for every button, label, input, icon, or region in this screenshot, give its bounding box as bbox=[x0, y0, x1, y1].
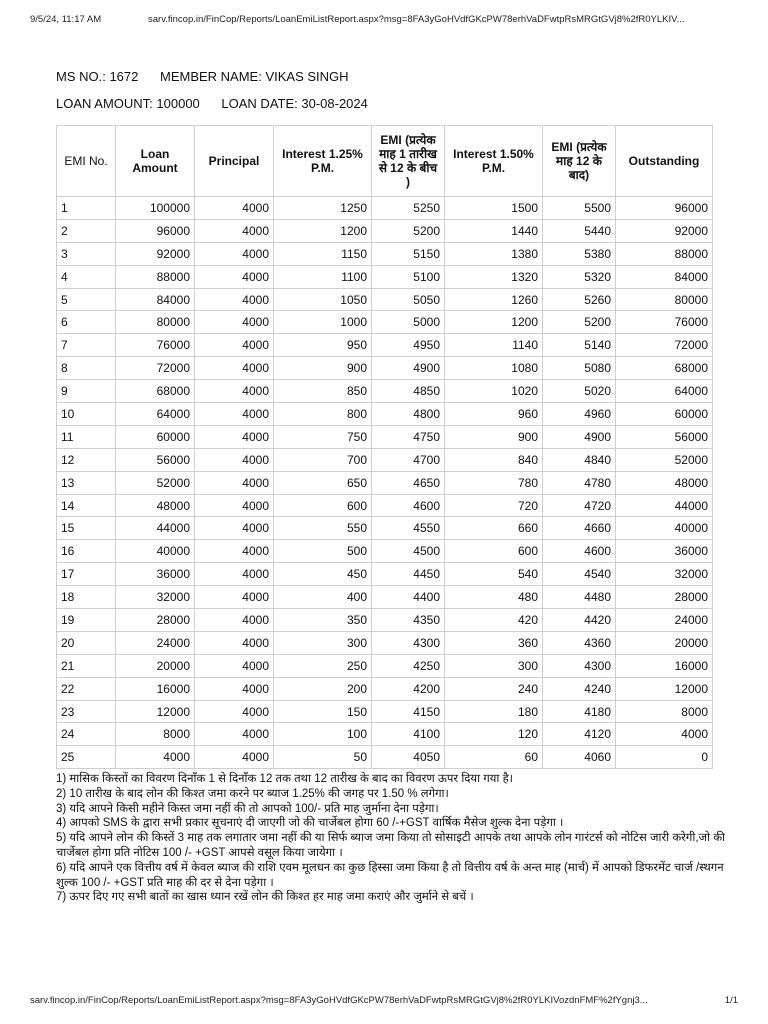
table-cell: 100 bbox=[274, 723, 372, 746]
member-info bbox=[56, 70, 368, 124]
table-row bbox=[57, 242, 713, 265]
table-cell: 9 bbox=[57, 380, 116, 403]
table-cell: 650 bbox=[274, 471, 372, 494]
table-cell: 4720 bbox=[543, 494, 616, 517]
terms-notes bbox=[56, 772, 736, 905]
loan-amount: LOAN AMOUNT: 100000 bbox=[56, 96, 200, 111]
table-cell: 4900 bbox=[372, 357, 445, 380]
table-row bbox=[57, 494, 713, 517]
table-cell: 4550 bbox=[372, 517, 445, 540]
table-cell: 1200 bbox=[445, 311, 543, 334]
table-cell: 4800 bbox=[372, 403, 445, 426]
table-cell: 1050 bbox=[274, 288, 372, 311]
table-cell: 20000 bbox=[616, 631, 713, 654]
table-cell: 72000 bbox=[616, 334, 713, 357]
table-cell: 750 bbox=[274, 425, 372, 448]
table-cell: 4000 bbox=[195, 517, 274, 540]
table-cell: 24 bbox=[57, 723, 116, 746]
table-cell: 4000 bbox=[195, 403, 274, 426]
table-cell: 68000 bbox=[616, 357, 713, 380]
table-cell: 48000 bbox=[116, 494, 195, 517]
table-cell: 8 bbox=[57, 357, 116, 380]
table-cell: 240 bbox=[445, 677, 543, 700]
table-cell: 76000 bbox=[616, 311, 713, 334]
emi-table bbox=[56, 125, 713, 769]
table-cell: 950 bbox=[274, 334, 372, 357]
table-cell: 5250 bbox=[372, 197, 445, 220]
ms-no: MS NO.: 1672 bbox=[56, 69, 139, 84]
table-cell: 1000 bbox=[274, 311, 372, 334]
table-cell: 4000 bbox=[195, 700, 274, 723]
table-cell: 64000 bbox=[616, 380, 713, 403]
table-row bbox=[57, 197, 713, 220]
table-cell: 5100 bbox=[372, 265, 445, 288]
column-header: Outstanding bbox=[616, 126, 713, 197]
table-cell: 64000 bbox=[116, 403, 195, 426]
table-cell: 600 bbox=[274, 494, 372, 517]
table-cell: 4780 bbox=[543, 471, 616, 494]
table-cell: 4000 bbox=[195, 334, 274, 357]
table-cell: 1200 bbox=[274, 219, 372, 242]
table-cell: 50 bbox=[274, 746, 372, 769]
table-cell: 4000 bbox=[195, 197, 274, 220]
note-item: 2) 10 तारीख के बाद लोन की किश्त जमा करने पर ब्याज 1.25% की जगह पर 1.50 % लगेगा। bbox=[56, 787, 449, 800]
table-cell: 1080 bbox=[445, 357, 543, 380]
table-cell: 12000 bbox=[616, 677, 713, 700]
table-row bbox=[57, 586, 713, 609]
table-cell: 5050 bbox=[372, 288, 445, 311]
table-cell: 400 bbox=[274, 586, 372, 609]
table-cell: 900 bbox=[274, 357, 372, 380]
table-cell: 11 bbox=[57, 425, 116, 448]
table-cell: 600 bbox=[445, 540, 543, 563]
table-cell: 900 bbox=[445, 425, 543, 448]
table-cell: 68000 bbox=[116, 380, 195, 403]
table-cell: 4000 bbox=[195, 677, 274, 700]
footer-url: sarv.fincop.in/FinCop/Reports/LoanEmiListReport.aspx?msg=8FA3yGoHVdfGKcPW78erhVaDFwtpRsMRGtGVj8%2fR0YLKIVozdnFMF%2fYgnj3... bbox=[30, 995, 648, 1006]
table-cell: 52000 bbox=[116, 471, 195, 494]
table-cell: 480 bbox=[445, 586, 543, 609]
table-cell: 4360 bbox=[543, 631, 616, 654]
table-cell: 4950 bbox=[372, 334, 445, 357]
table-cell: 16 bbox=[57, 540, 116, 563]
table-cell: 4000 bbox=[195, 631, 274, 654]
table-cell: 4300 bbox=[543, 654, 616, 677]
table-cell: 5080 bbox=[543, 357, 616, 380]
table-cell: 14 bbox=[57, 494, 116, 517]
table-cell: 32000 bbox=[616, 563, 713, 586]
table-row bbox=[57, 723, 713, 746]
table-cell: 7 bbox=[57, 334, 116, 357]
table-row bbox=[57, 311, 713, 334]
table-cell: 12000 bbox=[116, 700, 195, 723]
table-cell: 28000 bbox=[116, 609, 195, 632]
table-cell: 19 bbox=[57, 609, 116, 632]
table-cell: 360 bbox=[445, 631, 543, 654]
table-cell: 5500 bbox=[543, 197, 616, 220]
table-cell: 4000 bbox=[195, 494, 274, 517]
print-datetime: 9/5/24, 11:17 AM bbox=[30, 14, 102, 25]
table-cell: 4 bbox=[57, 265, 116, 288]
table-cell: 120 bbox=[445, 723, 543, 746]
table-row bbox=[57, 746, 713, 769]
table-cell: 4900 bbox=[543, 425, 616, 448]
table-cell: 4840 bbox=[543, 448, 616, 471]
note-item: 7) ऊपर दिए गए सभी बातों का खास ध्यान रखें लोन की किश्त हर माह जमा कराएं और जुर्माने से बचें । bbox=[56, 891, 474, 904]
table-cell: 12 bbox=[57, 448, 116, 471]
table-cell: 660 bbox=[445, 517, 543, 540]
table-cell: 76000 bbox=[116, 334, 195, 357]
table-cell: 300 bbox=[445, 654, 543, 677]
table-cell: 16000 bbox=[616, 654, 713, 677]
table-cell: 84000 bbox=[616, 265, 713, 288]
table-cell: 18 bbox=[57, 586, 116, 609]
table-cell: 80000 bbox=[116, 311, 195, 334]
table-cell: 4960 bbox=[543, 403, 616, 426]
table-cell: 52000 bbox=[616, 448, 713, 471]
table-row bbox=[57, 357, 713, 380]
table-cell: 1020 bbox=[445, 380, 543, 403]
table-cell: 1 bbox=[57, 197, 116, 220]
table-cell: 3 bbox=[57, 242, 116, 265]
table-cell: 1320 bbox=[445, 265, 543, 288]
table-cell: 15 bbox=[57, 517, 116, 540]
table-cell: 4060 bbox=[543, 746, 616, 769]
table-cell: 200 bbox=[274, 677, 372, 700]
table-row bbox=[57, 631, 713, 654]
table-cell: 4000 bbox=[195, 746, 274, 769]
table-cell: 4400 bbox=[372, 586, 445, 609]
table-cell: 180 bbox=[445, 700, 543, 723]
table-cell: 44000 bbox=[116, 517, 195, 540]
table-row bbox=[57, 448, 713, 471]
table-cell: 4200 bbox=[372, 677, 445, 700]
table-cell: 840 bbox=[445, 448, 543, 471]
table-cell: 40000 bbox=[116, 540, 195, 563]
table-row bbox=[57, 425, 713, 448]
table-cell: 4000 bbox=[195, 471, 274, 494]
table-cell: 8000 bbox=[616, 700, 713, 723]
table-cell: 88000 bbox=[116, 265, 195, 288]
table-cell: 44000 bbox=[616, 494, 713, 517]
table-cell: 450 bbox=[274, 563, 372, 586]
loan-date: LOAN DATE: 30-08-2024 bbox=[221, 96, 368, 111]
table-cell: 100000 bbox=[116, 197, 195, 220]
table-cell: 20 bbox=[57, 631, 116, 654]
table-cell: 4250 bbox=[372, 654, 445, 677]
table-cell: 780 bbox=[445, 471, 543, 494]
table-cell: 16000 bbox=[116, 677, 195, 700]
table-cell: 4350 bbox=[372, 609, 445, 632]
table-cell: 1380 bbox=[445, 242, 543, 265]
table-row bbox=[57, 677, 713, 700]
table-cell: 4000 bbox=[195, 311, 274, 334]
table-cell: 4000 bbox=[195, 265, 274, 288]
table-cell: 92000 bbox=[616, 219, 713, 242]
table-cell: 4650 bbox=[372, 471, 445, 494]
table-cell: 4000 bbox=[116, 746, 195, 769]
table-cell: 700 bbox=[274, 448, 372, 471]
table-cell: 5200 bbox=[372, 219, 445, 242]
note-item: 3) यदि आपने किसी महीने किस्त जमा नहीं की तो आपको 100/- प्रति माह जुर्माना देना पड़ेगा। bbox=[56, 802, 439, 815]
table-cell: 96000 bbox=[616, 197, 713, 220]
table-cell: 22 bbox=[57, 677, 116, 700]
table-row bbox=[57, 265, 713, 288]
table-cell: 72000 bbox=[116, 357, 195, 380]
column-header: Loan Amount bbox=[116, 126, 195, 197]
table-row bbox=[57, 700, 713, 723]
table-cell: 4750 bbox=[372, 425, 445, 448]
table-cell: 24000 bbox=[616, 609, 713, 632]
table-cell: 60000 bbox=[616, 403, 713, 426]
table-row bbox=[57, 380, 713, 403]
table-cell: 4000 bbox=[195, 288, 274, 311]
table-cell: 4540 bbox=[543, 563, 616, 586]
table-cell: 1250 bbox=[274, 197, 372, 220]
note-item: 4) आपको SMS के द्वारा सभी प्रकार सूचनाएं दी जाएगी जो की चार्जेबल होगा 60 /-+GST वार्षिक मैसेज शुल्क देना पड़ेगा । bbox=[56, 817, 564, 830]
table-cell: 550 bbox=[274, 517, 372, 540]
table-cell: 5140 bbox=[543, 334, 616, 357]
table-cell: 5000 bbox=[372, 311, 445, 334]
page-number: 1/1 bbox=[724, 995, 738, 1006]
table-cell: 4120 bbox=[543, 723, 616, 746]
table-cell: 5260 bbox=[543, 288, 616, 311]
table-cell: 60000 bbox=[116, 425, 195, 448]
table-cell: 4000 bbox=[195, 654, 274, 677]
table-cell: 36000 bbox=[116, 563, 195, 586]
table-cell: 150 bbox=[274, 700, 372, 723]
table-cell: 96000 bbox=[116, 219, 195, 242]
table-row bbox=[57, 609, 713, 632]
table-cell: 1440 bbox=[445, 219, 543, 242]
table-cell: 4000 bbox=[195, 448, 274, 471]
column-header: Principal bbox=[195, 126, 274, 197]
table-cell: 4000 bbox=[195, 380, 274, 403]
column-header: EMI (प्रत्येक माह 1 तारीख से 12 के बीच ) bbox=[372, 126, 445, 197]
table-cell: 4000 bbox=[616, 723, 713, 746]
table-cell: 4450 bbox=[372, 563, 445, 586]
table-row bbox=[57, 403, 713, 426]
table-cell: 1260 bbox=[445, 288, 543, 311]
column-header: EMI (प्रत्येक माह 12 के बाद) bbox=[543, 126, 616, 197]
table-cell: 4600 bbox=[372, 494, 445, 517]
table-cell: 4000 bbox=[195, 357, 274, 380]
table-cell: 4000 bbox=[195, 586, 274, 609]
table-cell: 4180 bbox=[543, 700, 616, 723]
table-row bbox=[57, 517, 713, 540]
table-cell: 1140 bbox=[445, 334, 543, 357]
table-cell: 4000 bbox=[195, 723, 274, 746]
column-header: Interest 1.50% P.M. bbox=[445, 126, 543, 197]
table-body bbox=[57, 197, 713, 769]
table-cell: 2 bbox=[57, 219, 116, 242]
table-cell: 23 bbox=[57, 700, 116, 723]
table-cell: 4000 bbox=[195, 540, 274, 563]
member-name: MEMBER NAME: VIKAS SINGH bbox=[160, 69, 349, 84]
table-cell: 6 bbox=[57, 311, 116, 334]
table-cell: 84000 bbox=[116, 288, 195, 311]
table-cell: 300 bbox=[274, 631, 372, 654]
table-cell: 1150 bbox=[274, 242, 372, 265]
column-header: Interest 1.25% P.M. bbox=[274, 126, 372, 197]
table-cell: 40000 bbox=[616, 517, 713, 540]
table-cell: 500 bbox=[274, 540, 372, 563]
table-cell: 32000 bbox=[116, 586, 195, 609]
table-row bbox=[57, 288, 713, 311]
table-cell: 25 bbox=[57, 746, 116, 769]
table-cell: 4850 bbox=[372, 380, 445, 403]
table-cell: 4050 bbox=[372, 746, 445, 769]
table-cell: 1100 bbox=[274, 265, 372, 288]
table-cell: 4150 bbox=[372, 700, 445, 723]
table-cell: 350 bbox=[274, 609, 372, 632]
table-cell: 4240 bbox=[543, 677, 616, 700]
table-cell: 28000 bbox=[616, 586, 713, 609]
table-cell: 5440 bbox=[543, 219, 616, 242]
table-cell: 720 bbox=[445, 494, 543, 517]
table-cell: 800 bbox=[274, 403, 372, 426]
table-cell: 4000 bbox=[195, 425, 274, 448]
table-cell: 850 bbox=[274, 380, 372, 403]
table-cell: 56000 bbox=[616, 425, 713, 448]
table-cell: 80000 bbox=[616, 288, 713, 311]
table-cell: 4600 bbox=[543, 540, 616, 563]
table-cell: 4300 bbox=[372, 631, 445, 654]
table-cell: 4500 bbox=[372, 540, 445, 563]
table-cell: 4000 bbox=[195, 563, 274, 586]
table-cell: 60 bbox=[445, 746, 543, 769]
table-row bbox=[57, 334, 713, 357]
table-cell: 4420 bbox=[543, 609, 616, 632]
note-item: 6) यदि आपने एक वित्तीय वर्ष में केवल ब्याज की राशि एवम मूलधन का कुछ हिस्सा जमा किया है तो वित्तीय वर्ष के अन्त माह (मार्च) में आपको डिफरमेंट चार्ज /स्थगन शुल्क 100 /- +GST प्रति माह की दर से देना पड़ेगा । bbox=[56, 861, 724, 889]
table-cell: 4000 bbox=[195, 219, 274, 242]
table-cell: 4000 bbox=[195, 609, 274, 632]
table-cell: 0 bbox=[616, 746, 713, 769]
table-cell: 17 bbox=[57, 563, 116, 586]
table-cell: 4480 bbox=[543, 586, 616, 609]
table-cell: 4000 bbox=[195, 242, 274, 265]
table-row bbox=[57, 219, 713, 242]
table-cell: 56000 bbox=[116, 448, 195, 471]
table-cell: 4700 bbox=[372, 448, 445, 471]
table-row bbox=[57, 540, 713, 563]
table-cell: 10 bbox=[57, 403, 116, 426]
table-cell: 48000 bbox=[616, 471, 713, 494]
table-cell: 5 bbox=[57, 288, 116, 311]
note-item: 5) यदि आपने लोन की किस्तें 3 माह तक लगातार जमा नहीं की या सिर्फ ब्याज जमा किया तो सोसाइटी आपके तथा आपके लोन गारंटर्स को नोटिस जारी करेगी,जो की चार्जेबल होगा प्रति नोटिस 100 /- +GST आपसे वसूल किया जायेगा । bbox=[56, 832, 726, 859]
table-cell: 92000 bbox=[116, 242, 195, 265]
table-row bbox=[57, 563, 713, 586]
table-cell: 5020 bbox=[543, 380, 616, 403]
table-row bbox=[57, 471, 713, 494]
table-cell: 5320 bbox=[543, 265, 616, 288]
table-cell: 88000 bbox=[616, 242, 713, 265]
table-row bbox=[57, 654, 713, 677]
table-cell: 20000 bbox=[116, 654, 195, 677]
table-cell: 960 bbox=[445, 403, 543, 426]
table-cell: 5200 bbox=[543, 311, 616, 334]
table-header-row bbox=[57, 126, 713, 197]
print-url: sarv.fincop.in/FinCop/Reports/LoanEmiListReport.aspx?msg=8FA3yGoHVdfGKcPW78erhVaDFwtpRsMRGtGVj8%2fR0YLKIV... bbox=[148, 14, 685, 25]
table-cell: 540 bbox=[445, 563, 543, 586]
table-cell: 21 bbox=[57, 654, 116, 677]
table-cell: 36000 bbox=[616, 540, 713, 563]
table-cell: 8000 bbox=[116, 723, 195, 746]
table-cell: 1500 bbox=[445, 197, 543, 220]
table-cell: 4660 bbox=[543, 517, 616, 540]
note-item: 1) मासिक किस्तों का विवरण दिनाँक 1 से दिनाँक 12 तक तथा 12 तारीख के बाद का विवरण ऊपर दिया गया है। bbox=[56, 773, 514, 785]
table-cell: 24000 bbox=[116, 631, 195, 654]
table-cell: 250 bbox=[274, 654, 372, 677]
table-cell: 13 bbox=[57, 471, 116, 494]
table-cell: 4100 bbox=[372, 723, 445, 746]
table-cell: 420 bbox=[445, 609, 543, 632]
table-cell: 5150 bbox=[372, 242, 445, 265]
table-cell: 5380 bbox=[543, 242, 616, 265]
column-header: EMI No. bbox=[57, 126, 116, 197]
